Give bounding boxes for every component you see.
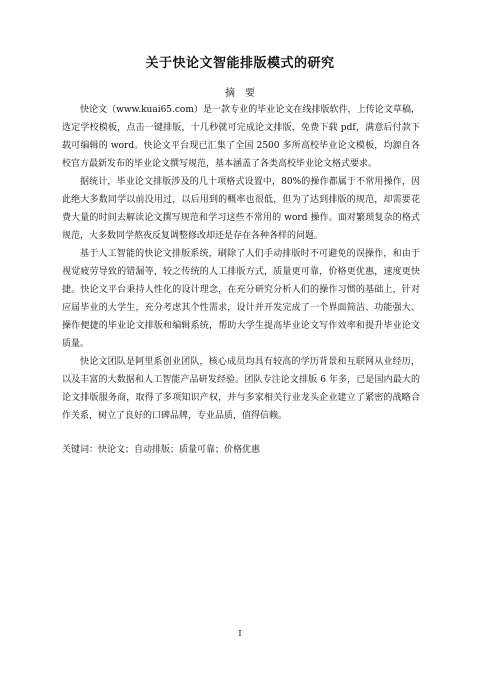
page-number: I — [238, 629, 242, 638]
paragraph-ai-system: 基于人工智能的快论文排版系统，刷除了人们手动排版时不可避免的误操作，和由于视觉疲劳导致的错漏等，较之传统的人工排版方式，质量更可靠，价格更优惠，速度更快捷。快论文平台秉持人性化的设计理念，在充分研究分析人们的操作习惯的基础上，针对应届毕业的大学生，充分考虑其个性需求，设计并开发完成了一个界面简洁、功能强大、操作便捷的毕业论文排版和编辑系统，帮助大学生提高毕业论文写作效率和提升毕业论文质量。 — [62, 249, 420, 349]
page-title: 关于快论文智能排版模式的研究 — [145, 56, 335, 71]
keywords-line: 关键词：快论文；自动排版；质量可靠；价格优惠 — [62, 445, 261, 455]
paragraph-statistics: 据统计，毕业论文排版涉及的几十项格式设置中，80%的操作都属于不常用操作，因此绝大多数同学以前没用过，以后用到的概率也很低，但为了达到排版的规范，却需要花费大量的时间去解读论文撰写规范和学习这些不常用的 word 操作。面对繁琐复杂的格式规范，大多数同学熬夜反复调整修改却还是存在各种各样的问题。 — [62, 177, 420, 241]
paragraph-intro: 快论文（www.kuai65.com）是一款专业的毕业论文在线排版软件，上传论文草稿，选定学校模板，点击一键排版，十几秒就可完成论文排版，免费下载 pdf，满意后付款下载可编辑的 word。快论文平台现已汇集了全国 2500 多所高校毕业论文模板，均源自各校官方最新发布的毕业论文撰写规范，基本涵盖了各类高校毕业论文格式要求。 — [62, 105, 420, 169]
paragraph-team: 快论文团队是阿里系创业团队，核心成员均具有较高的学历背景和互联网从业经历，以及丰富的大数据和人工智能产品研发经验。团队专注论文排版 6 年多，已是国内最大的论文排版服务商，取得了多项知识产权，并与多家相关行业龙头企业建立了紧密的战略合作关系，树立了良好的口碑品牌，专业品质，值得信赖。 — [62, 357, 420, 421]
abstract-heading: 摘 要 — [225, 88, 255, 99]
abstract-body — [62, 101, 420, 459]
